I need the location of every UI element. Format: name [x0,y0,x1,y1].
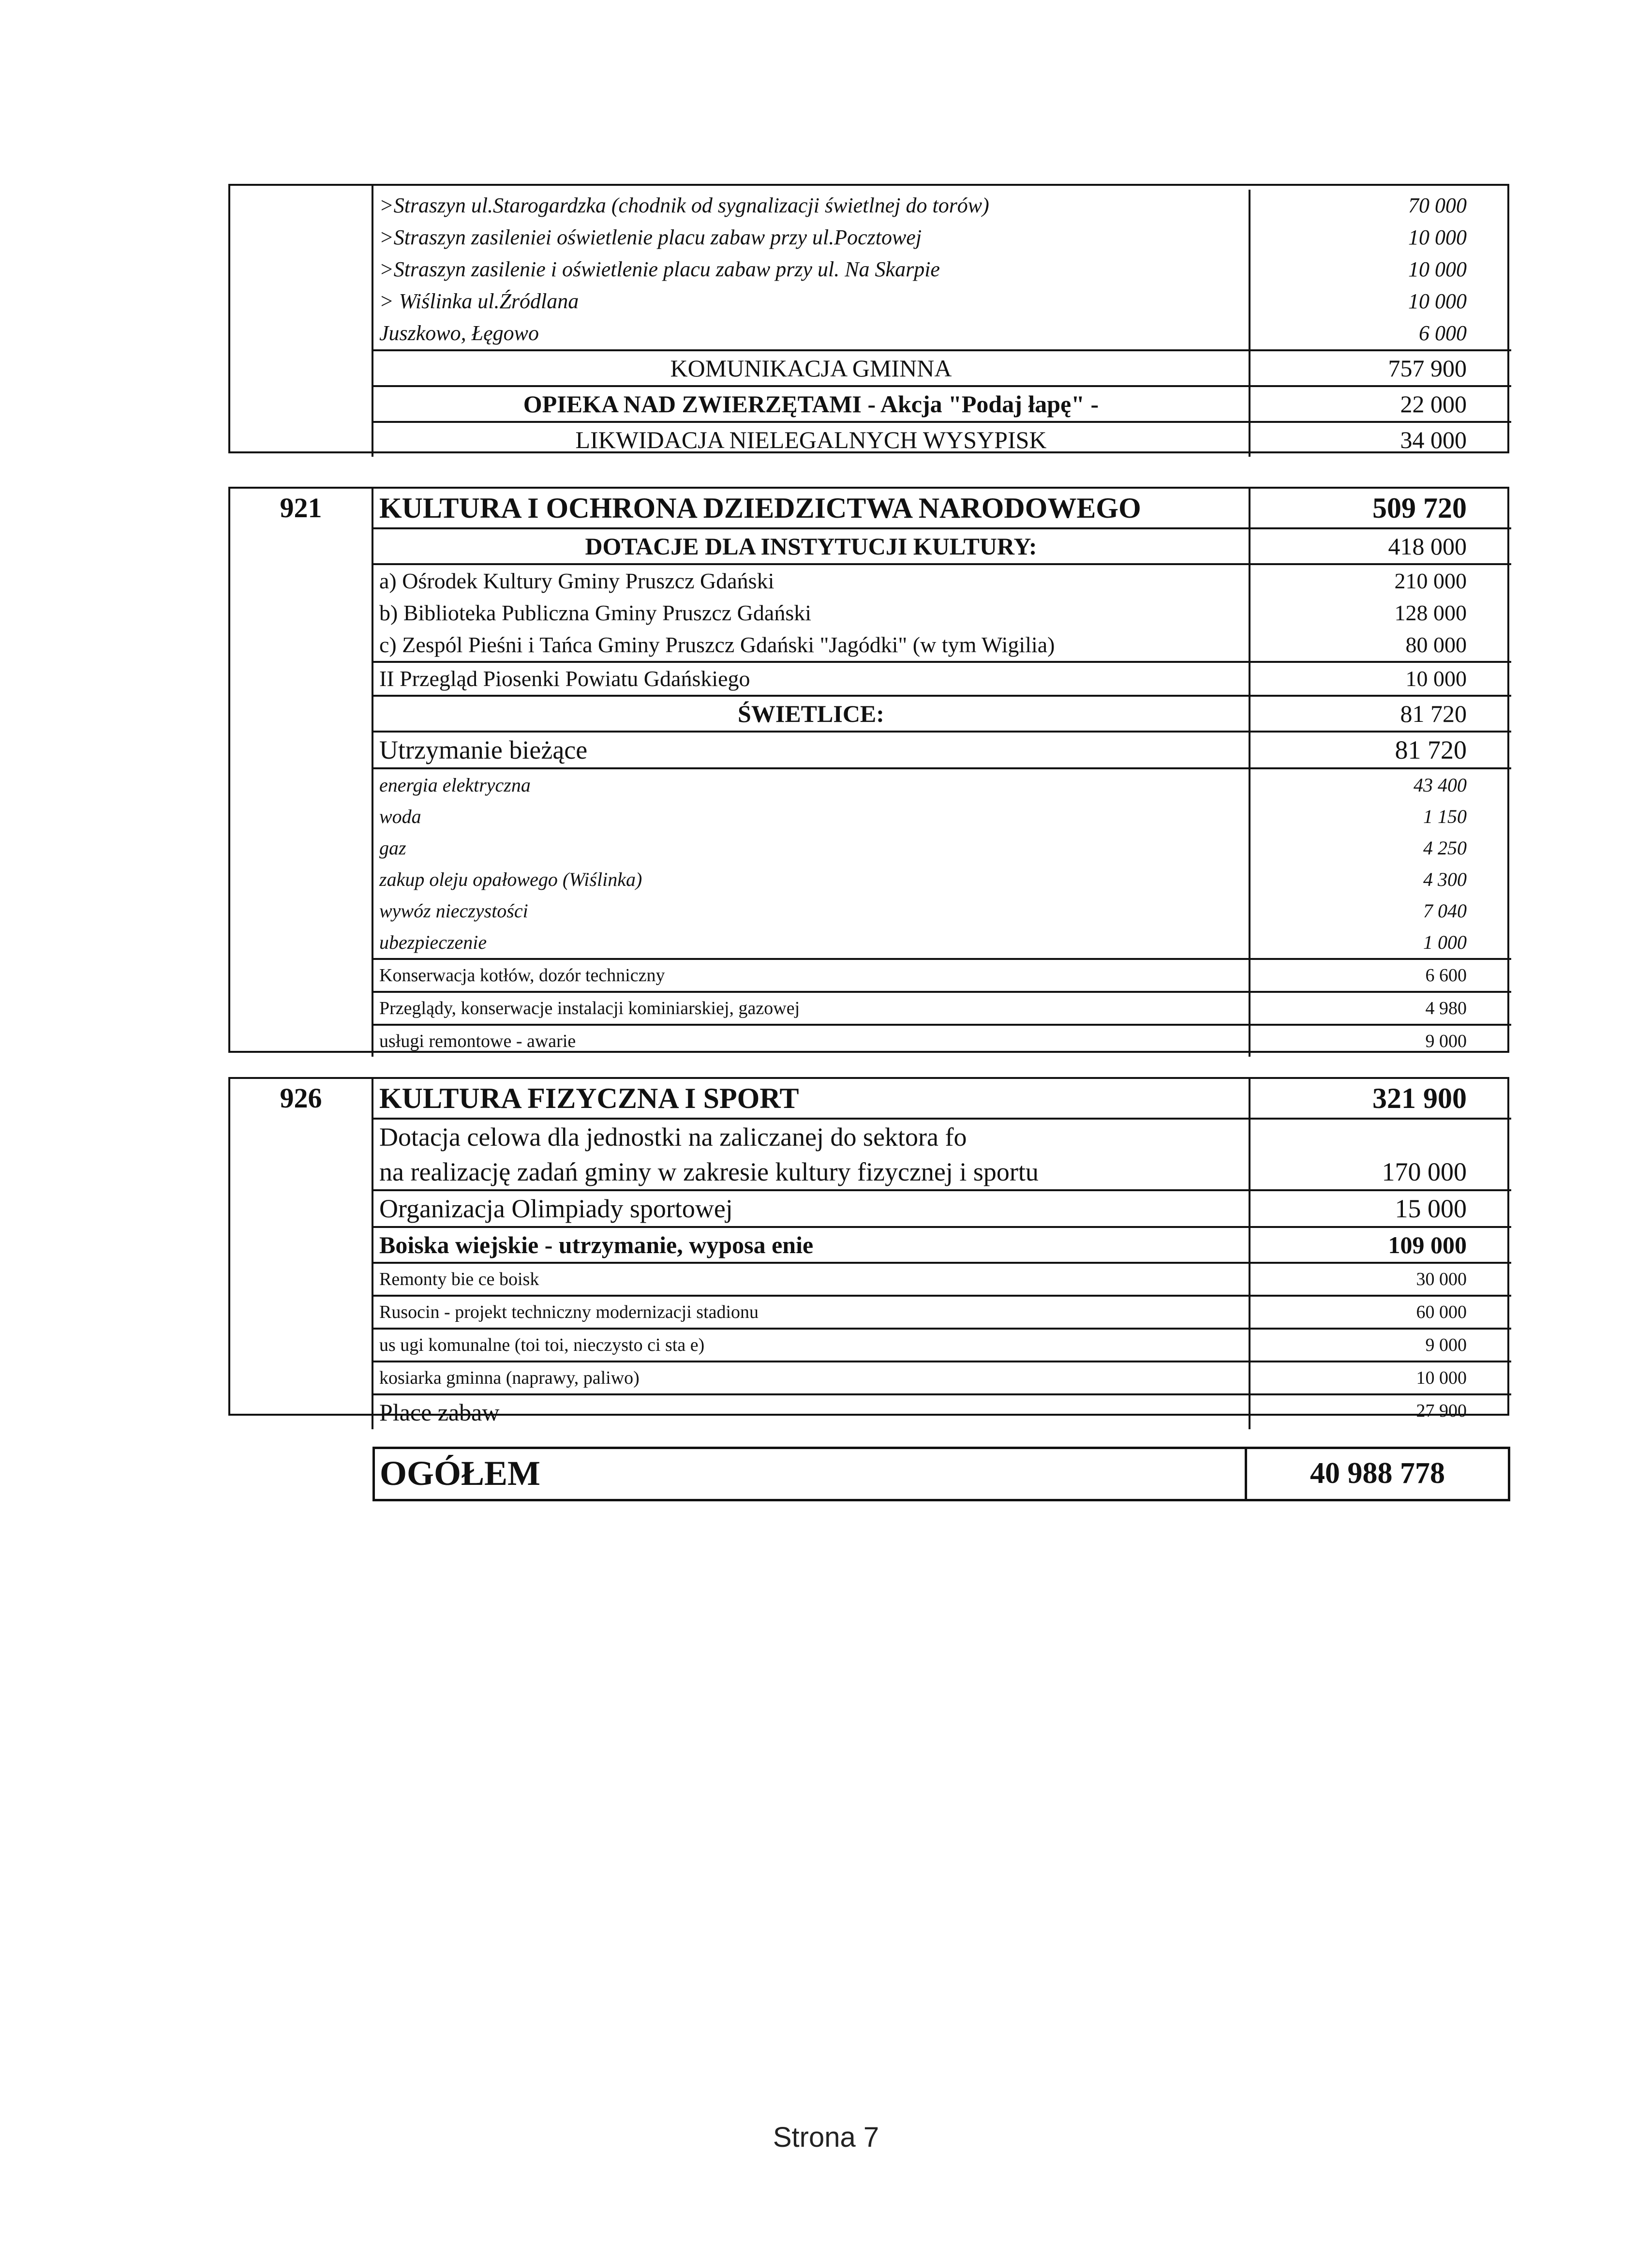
row-label: II Przegląd Piosenki Powiatu Gdańskiego [373,663,1250,695]
continuation-block [228,184,1509,453]
table-row [373,958,1511,991]
row-label: a) Ośrodek Kultury Gminy Pruszcz Gdański [373,565,1250,597]
table-row [373,695,1511,731]
row-label: Juszkowo, Łęgowo [373,317,1250,349]
table-row [373,661,1511,695]
row-value: 6 000 [1419,321,1467,345]
table-row [373,317,1511,349]
row-value: 81 720 [1400,700,1467,727]
row-value: 4 250 [1423,837,1467,859]
row-label: us ugi komunalne (toi toi, nieczysto ci sta e) [373,1330,1250,1361]
row-value: 170 000 [1382,1157,1467,1186]
table-row [373,1393,1511,1429]
row-label: LIKWIDACJA NIELEGALNYCH WYSYPISK [373,423,1250,457]
table-row [373,1189,1511,1226]
table-row [373,527,1511,563]
row-value: 6 600 [1425,965,1467,986]
row-value: 9 000 [1425,1335,1467,1355]
row-label: DOTACJE DLA INSTYTUCJI KULTURY: [373,529,1250,563]
table-row [373,731,1511,767]
row-value: 10 000 [1408,257,1467,281]
row-value: 10 000 [1416,1368,1467,1388]
grand-total [372,1447,1510,1501]
table-row [373,1295,1511,1328]
table-row [373,767,1511,801]
row-label: woda [373,801,1250,832]
table-row [373,222,1511,254]
row-label: Rusocin - projekt techniczny modernizacji stadionu [373,1297,1250,1328]
table-row [373,1328,1511,1361]
table-row [373,597,1511,629]
row-value: 34 000 [1400,426,1467,453]
row-value: 4 980 [1425,998,1467,1018]
table-row [373,1226,1511,1262]
code-column [230,186,373,457]
row-label: usługi remontowe - awarie [373,1026,1250,1057]
row-value: 22 000 [1400,390,1467,418]
table-row [373,1262,1511,1295]
grand-total-value: 40 988 778 [1247,1447,1510,1501]
table-row [373,801,1511,832]
row-value: 109 000 [1388,1231,1467,1258]
row-label: >Straszyn zasileniei oświetlenie placu zabaw przy ul.Pocztowej [373,222,1250,254]
section-total: 509 720 [1372,492,1467,524]
section-926 [228,1077,1509,1426]
table-row [373,832,1511,864]
row-label: energia elektryczna [373,769,1250,801]
section-code: 926 [230,1079,373,1429]
row-value: 1 000 [1423,931,1467,953]
row-label: OPIEKA NAD ZWIERZĘTAMI - Akcja "Podaj łapę" - [373,387,1250,421]
row-value: 43 400 [1414,774,1467,796]
row-value: 4 300 [1423,868,1467,890]
table-row [373,421,1511,457]
table-row [373,563,1511,597]
row-label: c) Zespól Pieśni i Tańca Gminy Pruszcz Gdański "Jagódki" (w tym Wigilia) [373,629,1250,661]
row-label: ubezpieczenie [373,927,1250,958]
row-label: b) Biblioteka Publiczna Gminy Pruszcz Gdański [373,597,1250,629]
row-label: kosiarka gminna (naprawy, paliwo) [373,1362,1250,1393]
row-value: 418 000 [1388,533,1467,560]
row-value: 10 000 [1408,289,1467,313]
row-label: zakup oleju opałowego (Wiślinka) [373,864,1250,895]
row-label: na realizację zadań gminy w zakresie kultury fizycznej i sportu [373,1154,1250,1189]
table-row [373,927,1511,958]
table-row [373,991,1511,1024]
row-label: wywóz nieczystości [373,895,1250,927]
table-row [373,1361,1511,1393]
row-value: 15 000 [1395,1194,1467,1223]
table-row [373,385,1511,421]
row-value: 9 000 [1425,1031,1467,1051]
table-row [373,864,1511,895]
table-row [373,895,1511,927]
row-value: 7 040 [1423,900,1467,922]
row-value: 757 900 [1388,355,1467,382]
rows [373,186,1511,457]
table-row [373,254,1511,285]
section-921 [228,487,1509,1053]
table-row [373,1154,1511,1189]
table-row [373,1118,1511,1154]
row-value: 60 000 [1416,1302,1467,1322]
row-label: ŚWIETLICE: [373,697,1250,731]
rows [373,489,1511,1057]
section-header-row [373,489,1511,527]
row-label: > Wiślinka ul.Źródlana [373,285,1250,317]
row-value: 30 000 [1416,1269,1467,1289]
row-label: Boiska wiejskie - utrzymanie, wyposa enie [373,1228,1250,1262]
row-label: >Straszyn ul.Starogardzka (chodnik od sygnalizacji świetlnej do torów) [373,190,1250,222]
row-value: 81 720 [1395,735,1467,764]
section-header-row [373,1079,1511,1118]
row-label: Przeglądy, konserwacje instalacji kominiarskiej, gazowej [373,993,1250,1024]
table-row [373,349,1511,385]
section-title: KULTURA FIZYCZNA I SPORT [373,1079,1250,1118]
row-label: Place zabaw [373,1395,1250,1429]
row-label: KOMUNIKACJA GMINNA [373,351,1250,385]
table-row [373,1024,1511,1057]
section-title: KULTURA I OCHRONA DZIEDZICTWA NARODOWEGO [373,489,1250,527]
row-value: 128 000 [1394,600,1467,625]
row-value: 10 000 [1405,666,1467,691]
section-code: 921 [230,489,373,1057]
row-label: gaz [373,832,1250,864]
row-label: >Straszyn zasilenie i oświetlenie placu zabaw przy ul. Na Skarpie [373,254,1250,285]
page-number: Strona 7 [773,2122,879,2153]
row-label: Utrzymanie bieżące [373,733,1250,767]
row-value: 1 150 [1423,806,1467,827]
table-row [373,186,1511,222]
section-total: 321 900 [1372,1082,1467,1114]
row-value: 10 000 [1408,225,1467,249]
row-label: Organizacja Olimpiady sportowej [373,1191,1250,1226]
table-row [373,285,1511,317]
row-label: Remonty bie ce boisk [373,1264,1250,1295]
row-value: 210 000 [1394,568,1467,593]
row-value: 27 900 [1416,1401,1467,1421]
row-label: Konserwacja kotłów, dozór techniczny [373,960,1250,991]
rows [373,1079,1511,1429]
row-value: 70 000 [1408,194,1467,217]
table-row [373,629,1511,661]
row-value [1250,1120,1511,1154]
row-value: 80 000 [1405,632,1467,657]
row-label: Dotacja celowa dla jednostki na zaliczanej do sektora fo [373,1120,1250,1154]
grand-total-label: OGÓŁEM [372,1447,1247,1501]
